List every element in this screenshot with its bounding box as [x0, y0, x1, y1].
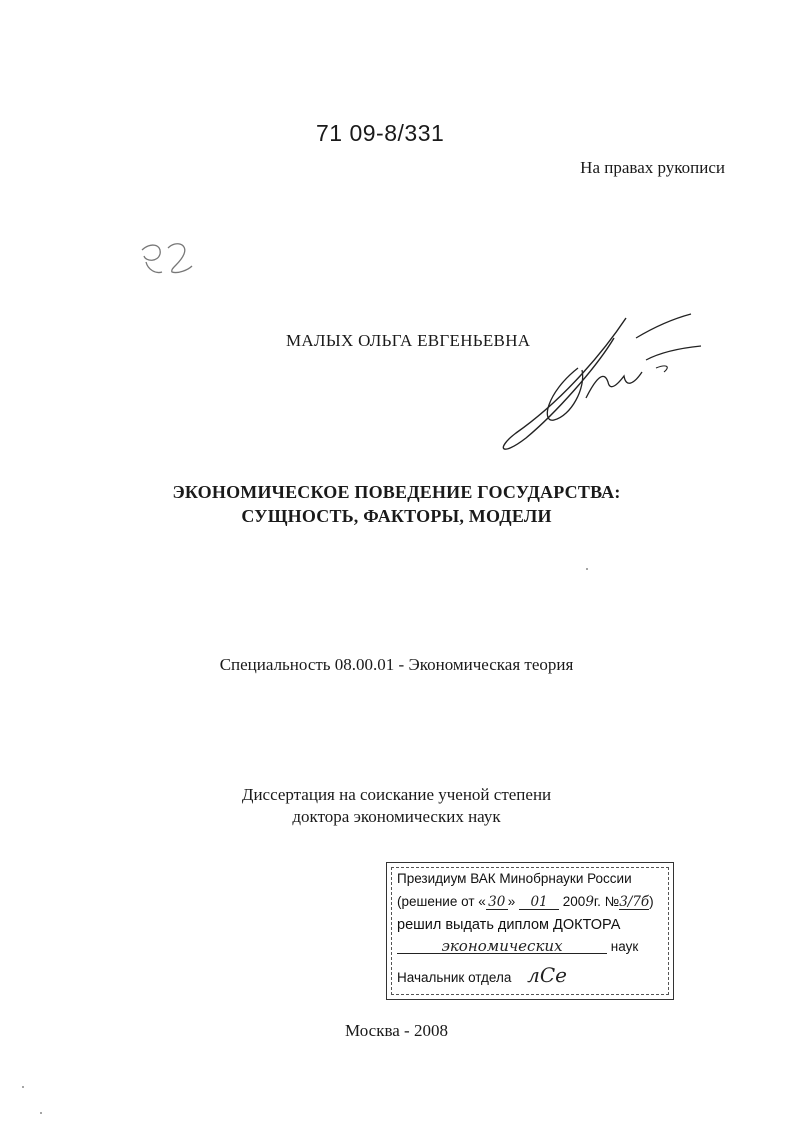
decision-month: 01 [519, 896, 559, 910]
decision-prefix: (решение от « [397, 894, 486, 909]
stamp-line-field [397, 939, 638, 954]
handwritten-mark [136, 236, 196, 280]
decision-mid-2: 200 [559, 894, 586, 909]
degree-line-2: доктора экономических наук [292, 807, 501, 826]
rights-note: На правах рукописи [580, 158, 725, 177]
city-year: Москва - 2008 [345, 1021, 448, 1040]
decision-mid-3: г. № [593, 894, 620, 909]
decision-number: 3/7б [619, 894, 650, 910]
author-name: МАЛЫХ ОЛЬГА ЕВГЕНЬЕВНА [286, 331, 531, 350]
stamp-line-head [397, 963, 567, 987]
decision-mid-1: » [507, 894, 520, 909]
scan-speck [40, 1112, 42, 1114]
decision-suffix: ) [649, 894, 654, 909]
scan-speck [586, 568, 588, 570]
head-of-department: Начальник отдела [397, 970, 512, 985]
scan-speck [22, 1086, 24, 1088]
registry-code: 71 09-8/331 [316, 120, 445, 146]
dissertation-degree [0, 784, 793, 828]
field-handwritten: экономических [397, 940, 607, 954]
degree-line-1: Диссертация на соискание ученой степени [241, 785, 552, 804]
stamp-signature: лСе [527, 963, 567, 987]
decision-year-digit: 9 [585, 894, 594, 910]
author-signature [486, 308, 706, 458]
dissertation-title [0, 480, 793, 528]
title-line-1: ЭКОНОМИЧЕСКОЕ ПОВЕДЕНИЕ ГОСУДАРСТВА: [172, 482, 621, 502]
specialty: Специальность 08.00.01 - Экономическая теория [219, 655, 574, 674]
title-line-2: СУЩНОСТЬ, ФАКТОРЫ, МОДЕЛИ [241, 506, 552, 526]
stamp-line-decided: решил выдать диплом ДОКТОРА [397, 917, 621, 933]
stamp-line-presidium: Президиум ВАК Минобрнауки России [397, 871, 632, 886]
field-suffix: наук [607, 939, 639, 954]
stamp-line-decision [397, 894, 654, 910]
decision-day: 30 [486, 896, 508, 910]
vak-stamp [386, 862, 674, 1000]
